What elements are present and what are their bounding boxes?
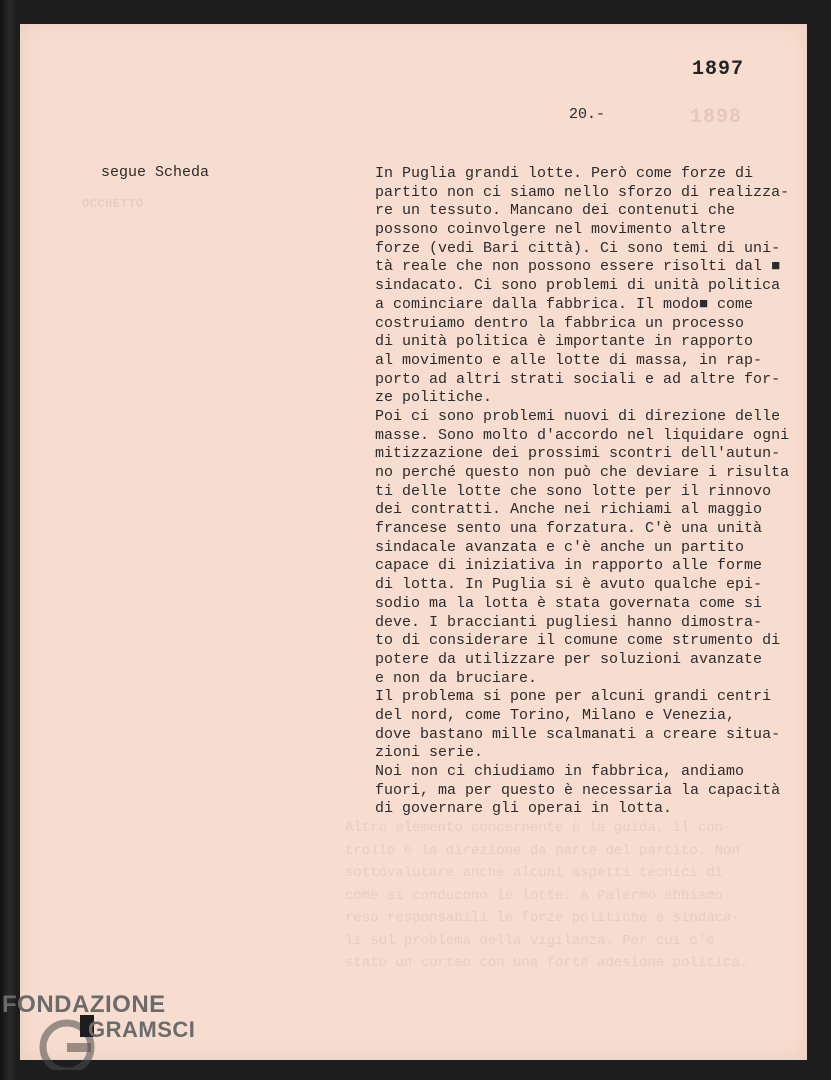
body-text-line: di governare gli operai in lotta. bbox=[375, 800, 673, 818]
body-text-line: dove bastano mille scalmanati a creare situa- bbox=[375, 725, 781, 743]
body-text-line: e non da bruciare. bbox=[375, 669, 538, 687]
body-text-line: francese sento una forzatura. C'è una unità bbox=[375, 520, 763, 538]
bleed-through-line: Altro elemento concernente è la guida, il con- bbox=[345, 820, 732, 836]
body-text-line: sindacale avanzata e c'è anche un partito bbox=[375, 538, 745, 556]
body-text-line: re un tessuto. Mancano dei contenuti che bbox=[375, 202, 736, 220]
body-text-line: a cominciare dalla fabbrica. Il modo■ come bbox=[375, 295, 754, 313]
body-text-line: deve. I braccianti pugliesi hanno dimostra- bbox=[375, 613, 763, 631]
body-text-line: zioni serie. bbox=[375, 744, 484, 762]
bleed-through-line: stato un corteo con una forte adesione politica. bbox=[345, 955, 749, 971]
body-text-line: di lotta. In Puglia si è avuto qualche epi- bbox=[375, 576, 763, 594]
body-text-line: potere da utilizzare per soluzioni avanzate bbox=[375, 650, 763, 668]
sheet-index: 20.- bbox=[569, 106, 606, 123]
body-text-line: Il problema si pone per alcuni grandi centri bbox=[375, 688, 772, 706]
body-text-line: ze politiche. bbox=[375, 389, 493, 407]
body-text-line: In Puglia grandi lotte. Però come forze di bbox=[375, 165, 754, 182]
body-text-line: to di considerare il comune come strumento di bbox=[375, 632, 781, 650]
body-text-line: partito non ci siamo nello sforzo di realizza- bbox=[375, 183, 790, 201]
body-text-line: Poi ci sono problemi nuovi di direzione delle bbox=[375, 407, 781, 425]
body-text-line: possono coinvolgere nel movimento altre bbox=[375, 221, 727, 239]
typed-body-text bbox=[375, 165, 815, 819]
body-text-line: mitizzazione dei prossimi scontri dell'autun- bbox=[375, 445, 781, 463]
body-text-line: fuori, ma per questo è necessaria la capacità bbox=[375, 781, 781, 799]
bleed-through-line: reso responsabili le forze politiche e sindaca- bbox=[345, 910, 740, 926]
body-text-line: porto ad altri strati sociali e ad altre for- bbox=[375, 370, 781, 388]
watermark-line-2: GRAMSCI bbox=[88, 1017, 196, 1042]
bleed-through-line: li sul problema della vigilanza. Per cui c'è bbox=[345, 932, 715, 949]
bleed-through-line: come si conducono le lotte. A Palermo abbiamo bbox=[345, 887, 724, 904]
scan-border-left bbox=[0, 0, 16, 1080]
watermark-logo-g-icon bbox=[43, 1015, 94, 1070]
watermark-line-1: FONDAZIONE bbox=[2, 991, 166, 1018]
body-text-line: sodio ma la lotta è stata governata come si bbox=[375, 594, 763, 612]
body-text-line: sindacato. Ci sono problemi di unità politica bbox=[375, 277, 781, 295]
section-label: segue Scheda bbox=[101, 164, 210, 181]
body-text-line: dei contratti. Anche nei richiami al maggio bbox=[375, 501, 763, 519]
body-text-line: Noi non ci chiudiamo in fabbrica, andiamo bbox=[375, 763, 745, 780]
fondazione-gramsci-watermark bbox=[0, 990, 220, 1070]
body-text-line: no perché questo non può che deviare i risulta bbox=[375, 464, 790, 481]
page-number: 1897 bbox=[692, 58, 745, 81]
body-text-line: forze (vedi Bari città). Ci sono temi di uni- bbox=[375, 239, 781, 257]
bleed-through-text bbox=[345, 817, 785, 975]
body-text-line: al movimento e alle lotte di massa, in rap- bbox=[375, 351, 763, 369]
bleed-through-line: sottovalutare anche alcuni aspetti tecnici di bbox=[345, 865, 724, 881]
body-text-line: tà reale che non possono essere risolti dal ■ bbox=[375, 258, 781, 276]
bleed-through-speaker-name: OCCHETTO bbox=[82, 197, 144, 211]
body-text-line: del nord, come Torino, Milano e Venezia, bbox=[375, 706, 736, 724]
body-text-line: capace di iniziativa in rapporto alle forme bbox=[375, 557, 763, 575]
bleed-through-page-number: 1898 bbox=[690, 106, 743, 129]
bleed-through-line: trollo e la direzione da parte del partito. Non bbox=[345, 842, 740, 859]
body-text-line: masse. Sono molto d'accordo nel liquidare ogni bbox=[375, 426, 790, 444]
body-text-line: ti delle lotte che sono lotte per il rinnovo bbox=[375, 482, 772, 500]
body-text-line: costruiamo dentro la fabbrica un processo bbox=[375, 314, 745, 332]
body-text-line: di unità politica è importante in rapporto bbox=[375, 333, 754, 351]
